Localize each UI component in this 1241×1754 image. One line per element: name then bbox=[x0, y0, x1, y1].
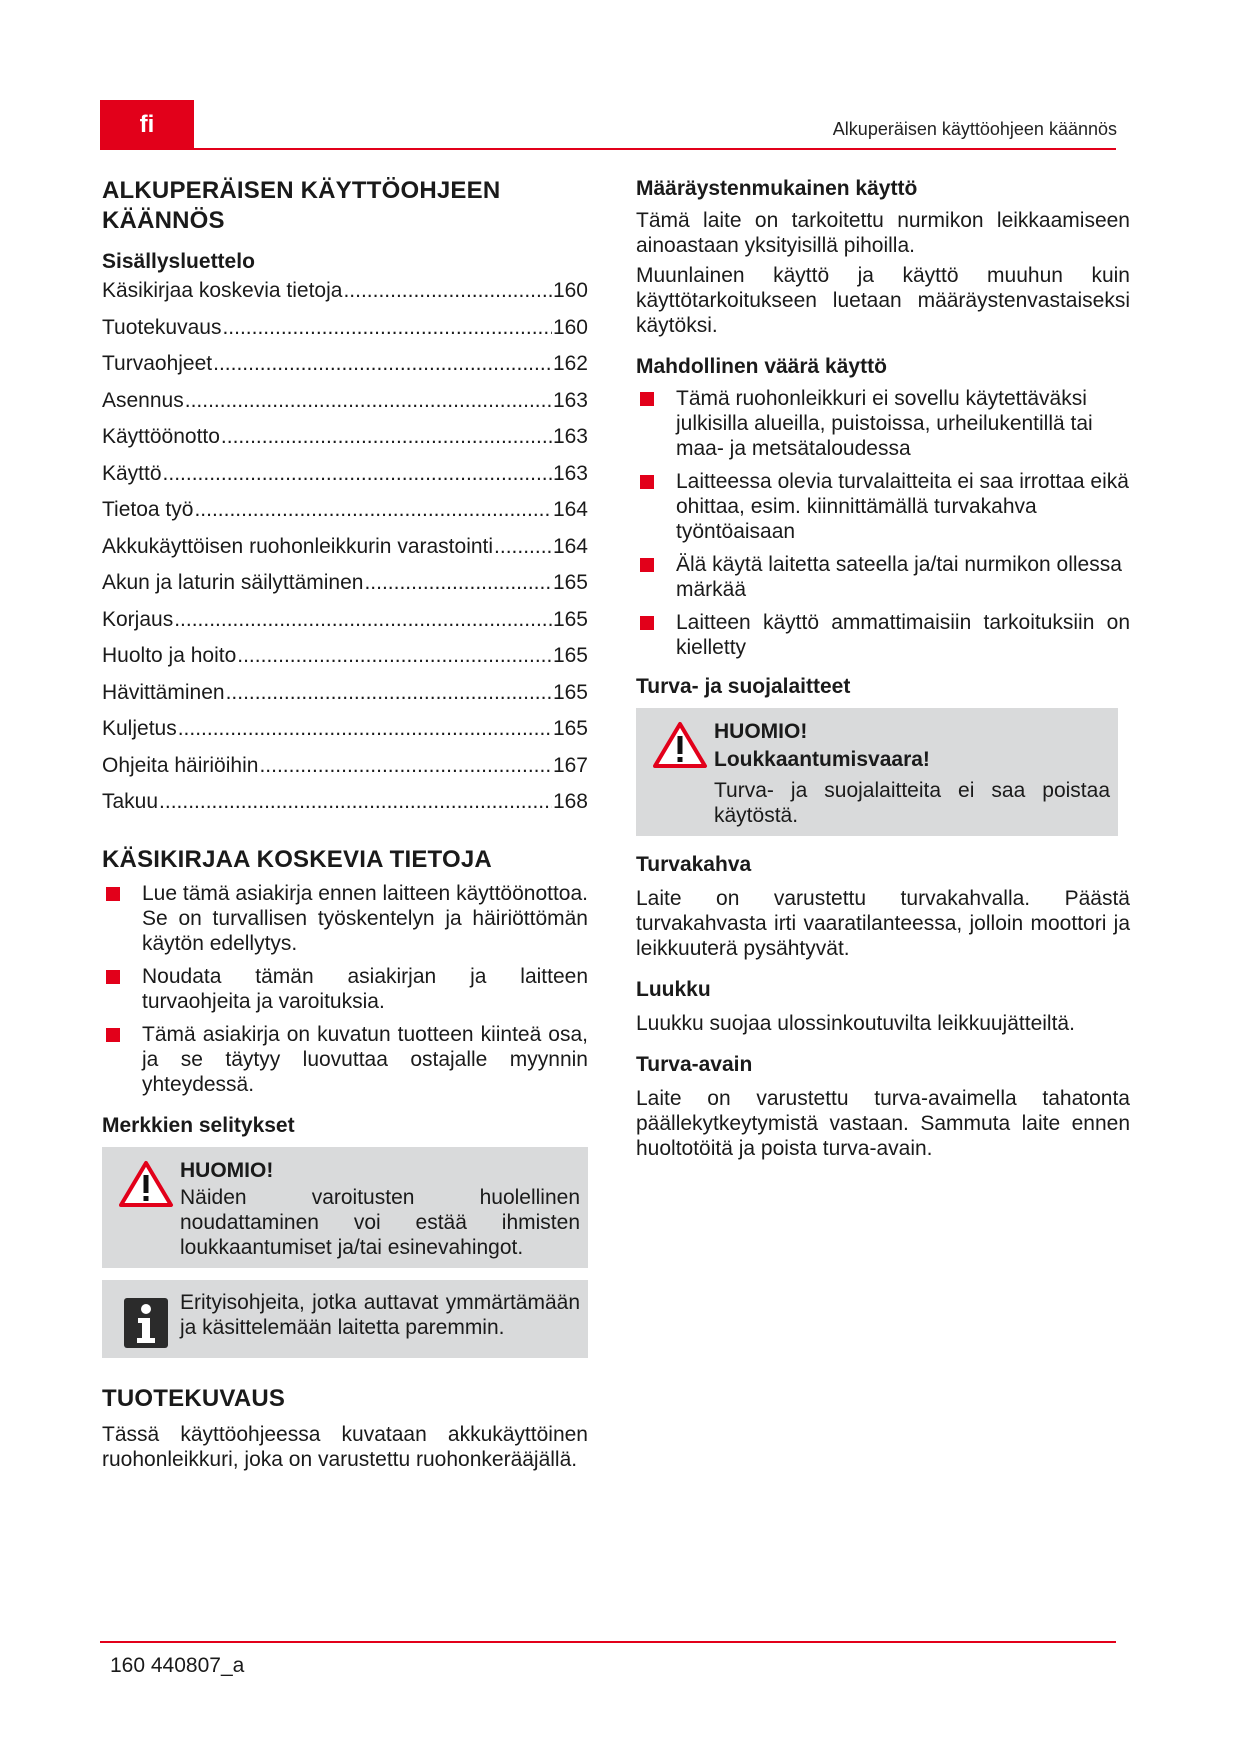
misuse-heading: Mahdollinen väärä käyttö bbox=[636, 355, 887, 378]
intended-use-text-2: Muunlainen käyttö ja käyttö muuhun kuin käyttötarkoitukseen luetaan määräystenvastaiseksi käytöksi. bbox=[636, 264, 1130, 337]
warning-triangle-icon bbox=[112, 1157, 180, 1260]
toc-entry[interactable]: Hävittäminen ..... 165 bbox=[102, 681, 588, 718]
list-item: Laitteen käyttö ammattimaisiin tarkoituksiin on kielletty bbox=[636, 610, 1130, 660]
safety-warning-text: Turva- ja suojalaitteita ei saa poistaa käytöstä. bbox=[714, 779, 1110, 827]
info-icon bbox=[112, 1290, 180, 1350]
toc-entry[interactable]: Tietoa työ ..... 164 bbox=[102, 498, 588, 535]
warning-triangle-icon bbox=[646, 718, 714, 828]
safety-handle-text: Laite on varustettu turvakahvalla. Päästä turvakahvasta irti vaaratilanteessa, jolloin moottori ja leikkuuterä pysähtyvät. bbox=[636, 887, 1130, 960]
warning-title: HUOMIO! bbox=[180, 1158, 274, 1182]
language-tab: fi bbox=[100, 100, 194, 150]
header-divider bbox=[194, 148, 1116, 150]
safety-handle-heading: Turvakahva bbox=[636, 853, 752, 876]
toc-entry[interactable]: Ohjeita häiriöihin ..... 167 bbox=[102, 754, 588, 791]
left-column bbox=[102, 176, 588, 1472]
safety-warning-title: HUOMIO! bbox=[714, 720, 808, 743]
toc-heading: Sisällysluettelo bbox=[102, 250, 255, 273]
toc-entry[interactable]: Tuotekuvaus ..... 160 bbox=[102, 316, 588, 353]
toc-entry[interactable]: Käyttöönotto ..... 163 bbox=[102, 425, 588, 462]
flap-heading: Luukku bbox=[636, 978, 711, 1001]
list-item: Noudata tämän asiakirjan ja laitteen turvaohjeita ja varoituksia. bbox=[102, 964, 588, 1014]
manual-info-heading: KÄSIKIRJAA KOSKEVIA TIETOJA bbox=[102, 845, 492, 873]
toc-entry[interactable]: Käsikirjaa koskevia tietoja ..... 160 bbox=[102, 279, 588, 316]
footer-divider bbox=[100, 1641, 1116, 1643]
list-item: Tämä ruohonleikkuri ei sovellu käytettäväksi julkisilla alueilla, puistoissa, urheilukentillä tai maa- ja metsätaloudessa bbox=[636, 386, 1130, 461]
safety-key-text: Laite on varustettu turva-avaimella tahatonta päällekytkeytymistä vastaan. Sammuta laite ennen huoltotöitä ja poista turva-avain. bbox=[636, 1087, 1130, 1160]
flap-text: Luukku suojaa ulossinkoutuvilta leikkuujätteiltä. bbox=[636, 1012, 1075, 1035]
list-item: Älä käytä laitetta sateella ja/tai nurmikon ollessa märkää bbox=[636, 552, 1130, 602]
toc-entry[interactable]: Kuljetus ..... 165 bbox=[102, 717, 588, 754]
safety-key-heading: Turva-avain bbox=[636, 1053, 753, 1076]
toc-entry[interactable]: Käyttö ..... 163 bbox=[102, 462, 588, 499]
toc-entry[interactable]: Takuu ..... 168 bbox=[102, 790, 588, 827]
list-item: Lue tämä asiakirja ennen laitteen käyttöönottoa. Se on turvallisen työskentelyn ja häiriöttömän käytön edellytys. bbox=[102, 881, 588, 956]
list-item: Tämä asiakirja on kuvatun tuotteen kiinteä osa, ja se täytyy luovuttaa ostajalle myynnin yhteydessä. bbox=[102, 1022, 588, 1097]
list-item: Laitteessa olevia turvalaitteita ei saa irrottaa eikä ohittaa, esim. kiinnittämällä turvakahva työntöaisaan bbox=[636, 469, 1130, 544]
product-heading: TUOTEKUVAUS bbox=[102, 1384, 286, 1412]
toc-entry[interactable]: Asennus ..... 163 bbox=[102, 389, 588, 426]
symbols-heading: Merkkien selitykset bbox=[102, 1113, 295, 1137]
page-number: 160 440807_a bbox=[110, 1654, 245, 1677]
warning-notice bbox=[102, 1147, 588, 1268]
right-column bbox=[636, 176, 1130, 1161]
warning-text: Näiden varoitusten huolellinen noudattaminen voi estää ihmisten loukkaantumiset ja/tai esinevahingot. bbox=[180, 1185, 580, 1259]
safety-warning-subtitle: Loukkaantumisvaara! bbox=[714, 748, 930, 771]
main-title: ALKUPERÄISEN KÄYTTÖOHJEEN KÄÄNNÖS bbox=[102, 177, 501, 234]
toc-entry[interactable]: Turvaohjeet ..... 162 bbox=[102, 352, 588, 389]
intended-use-heading: Määräystenmukainen käyttö bbox=[636, 177, 918, 200]
safety-warning-notice bbox=[636, 708, 1118, 836]
manual-info-list bbox=[102, 881, 588, 1097]
info-text: Erityisohjeita, jotka auttavat ymmärtämään ja käsittelemään laitetta paremmin. bbox=[180, 1290, 580, 1339]
info-notice bbox=[102, 1280, 588, 1358]
misuse-list bbox=[636, 386, 1130, 660]
intended-use-text: Tämä laite on tarkoitettu nurmikon leikkaamiseen ainoastaan yksityisillä pihoilla. bbox=[636, 209, 1130, 257]
toc-entry[interactable]: Huolto ja hoito ..... 165 bbox=[102, 644, 588, 681]
table-of-contents bbox=[102, 279, 588, 827]
toc-entry[interactable]: Akun ja laturin säilyttäminen ..... 165 bbox=[102, 571, 588, 608]
running-header: Alkuperäisen käyttöohjeen käännös bbox=[832, 119, 1117, 139]
toc-entry[interactable]: Korjaus ..... 165 bbox=[102, 608, 588, 645]
safety-devices-heading: Turva- ja suojalaitteet bbox=[636, 675, 851, 698]
toc-entry[interactable]: Akkukäyttöisen ruohonleikkurin varastointi ..... 164 bbox=[102, 535, 588, 572]
product-text: Tässä käyttöohjeessa kuvataan akkukäyttöinen ruohonleikkuri, joka on varustettu ruohonkerääjällä. bbox=[102, 1422, 588, 1471]
